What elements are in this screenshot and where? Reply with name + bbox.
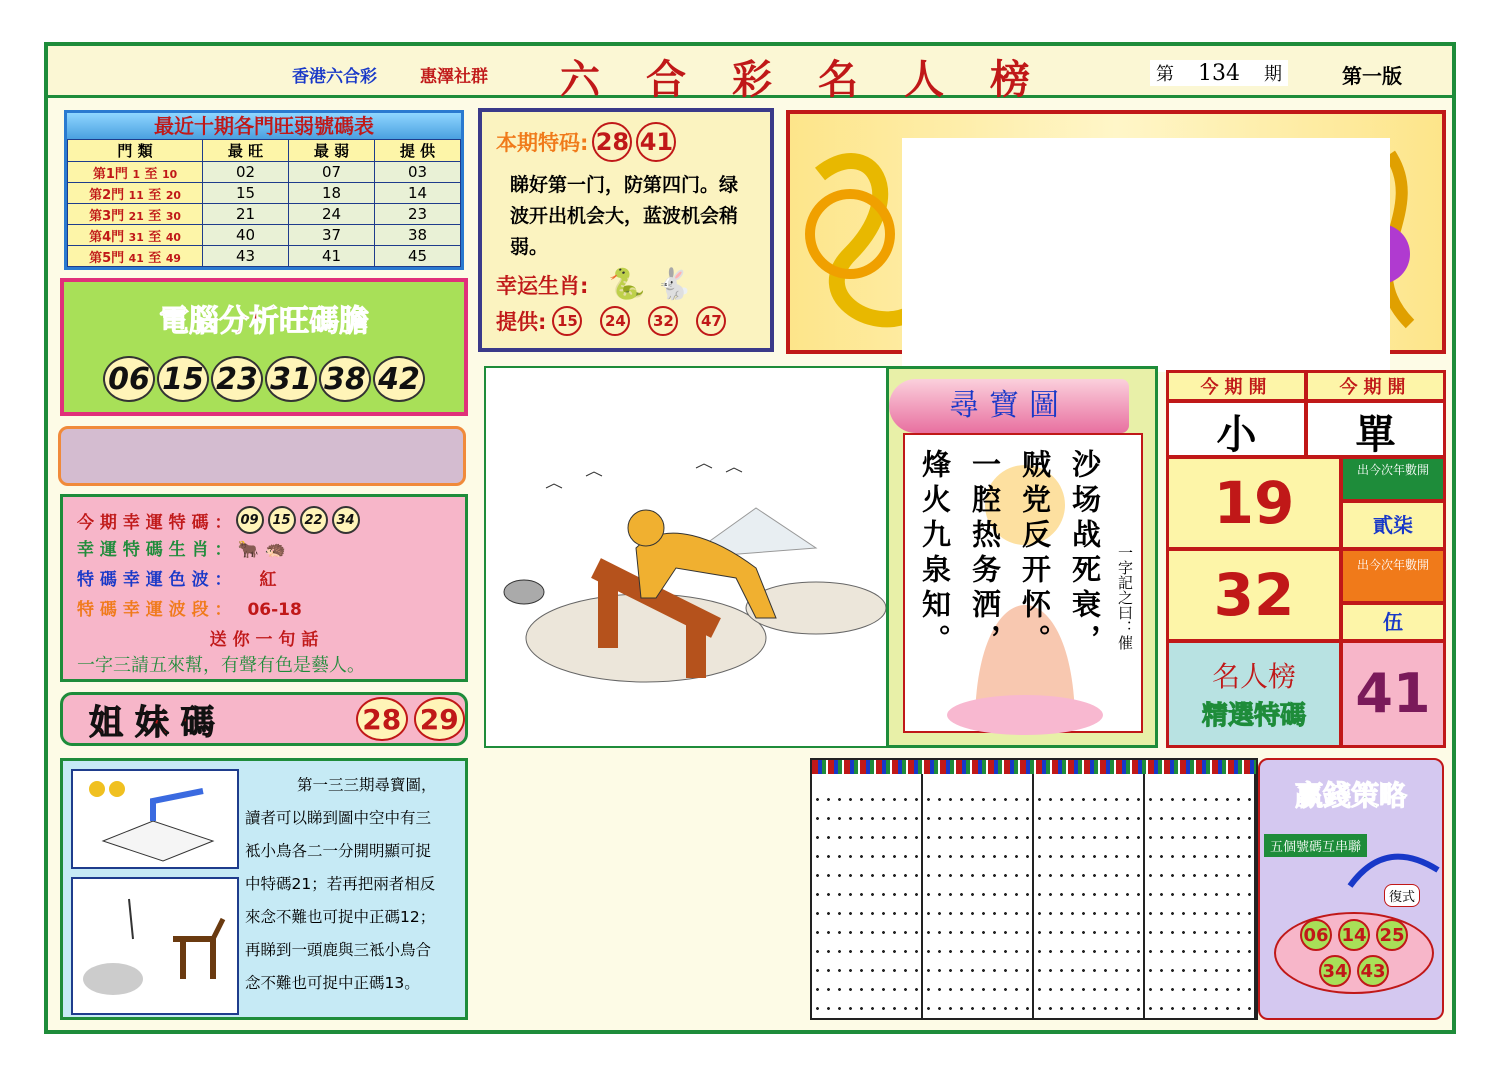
poem-col: 烽火九泉知。: [918, 449, 952, 659]
count-tag: 出今次年數開: [1343, 551, 1443, 601]
sister-panel: [60, 692, 468, 746]
lucky-range: 06-18: [247, 600, 302, 620]
result-head-2: 今期開: [1308, 373, 1443, 399]
table-title: 最近十期各門旺弱號碼表: [67, 113, 461, 139]
lucky-label-3: 特 碼 幸 運 色 波 ：: [77, 570, 232, 590]
saying: 一字三請五來幫，有聲有色是藝人。: [77, 655, 365, 676]
special-label: 本期特码:: [496, 131, 589, 155]
offer-number: 47: [696, 306, 726, 336]
hot-number: 42: [373, 356, 425, 402]
gift-label: 送 你 一 句 話: [209, 630, 319, 650]
poem-col: 沙场战死衰，: [1068, 449, 1102, 659]
lucky-label-2: 幸 運 特 碼 生 肖 ：: [77, 540, 232, 560]
header-bar: [48, 46, 1452, 103]
hot-number: 06: [103, 356, 155, 402]
special-number: 28: [592, 122, 632, 162]
poem-col: 一腔热务洒，: [968, 449, 1002, 659]
hot-number: 31: [265, 356, 317, 402]
result-head-1: 今期開: [1169, 373, 1304, 399]
sister-title: 姐 妹 碼: [89, 702, 215, 743]
computer-panel: [60, 278, 468, 416]
result-panel: [1166, 370, 1446, 748]
blank-overlay: [902, 138, 1390, 372]
issue-box: [1150, 60, 1288, 86]
treasure-panel: [886, 366, 1158, 748]
fame-number: 41: [1343, 643, 1443, 745]
lucky-number: 09: [236, 506, 264, 534]
strategy-panel: [1258, 758, 1444, 1020]
strategy-subtitle: 五個號碼互串聯: [1264, 834, 1367, 857]
table-row: 第4門 31 至 40 40 37 38: [68, 225, 461, 246]
fame-title: 名人榜: [1211, 660, 1296, 693]
issue-prefix: 第: [1156, 64, 1174, 85]
fame-box: [1169, 643, 1339, 745]
count-value-2: 伍: [1343, 605, 1443, 639]
treasure-title: 尋寶圖: [889, 379, 1129, 433]
strategy-numbers: [1274, 912, 1434, 994]
strategy-title: 贏錢策略: [1294, 779, 1407, 812]
book-picture: [71, 769, 239, 869]
dot-column: [812, 774, 923, 1018]
result-number-1: 19: [1169, 459, 1339, 547]
deer-picture: [71, 877, 239, 1015]
strategy-number: 43: [1357, 955, 1389, 987]
page-title: 六合彩名人榜: [560, 56, 1076, 103]
table-row: 第1門 1 至 10 02 07 03: [68, 162, 461, 183]
dot-column: [923, 774, 1034, 1018]
lucky-label-1: 今 期 幸 運 特 碼 ：: [77, 512, 232, 533]
col-least: 最 弱: [289, 140, 375, 162]
animal-icon: 🐂 🦔: [237, 540, 286, 560]
special-text: 睇好第一门，防第四门。绿波开出机会大，蓝波机会稍弱。: [510, 174, 739, 258]
hot-number: 38: [319, 356, 371, 402]
blank-banner: [58, 426, 466, 486]
treasure-map: [903, 433, 1143, 733]
dragon-banner: [786, 110, 1446, 354]
count-value-1: 貳柒: [1343, 503, 1443, 547]
result-number-2: 32: [1169, 551, 1339, 639]
computer-title: 電腦分析旺碼膽: [159, 304, 369, 339]
poem-col: 贼党反开怀。: [1018, 449, 1052, 659]
story-text: 第一三三期尋寶圖， 讀者可以睇到圖中空中有三 袛小鳥各二一分開明顯可捉 中特碼21；若再把兩者相反 來念不難也可捉中正碼12； 再睇到一頭鹿與三袛小鳥合 念不難也可捉中正碼13。: [245, 776, 437, 992]
col-offer: 提 供: [375, 140, 461, 162]
fame-subtitle: 精選特碼: [1201, 701, 1306, 731]
offer-label: 提供:: [496, 310, 547, 334]
door-table: [67, 139, 461, 267]
col-door: 門 類: [68, 140, 203, 162]
hot-number: 23: [211, 356, 263, 402]
org-name-1: 香港六合彩: [292, 67, 377, 87]
lucky-color: 紅: [259, 570, 277, 590]
snake-rabbit-icon: 🐍 🐇: [608, 267, 693, 302]
count-tag: 出今次年數開: [1343, 459, 1443, 499]
lucky-number: 15: [268, 506, 296, 534]
hot-number: 15: [157, 356, 209, 402]
issue-number: 134: [1198, 60, 1240, 86]
table-row: 第3門 21 至 30 21 24 23: [68, 204, 461, 225]
strategy-number: 14: [1338, 919, 1370, 951]
special-panel: [478, 108, 774, 352]
org-name-2: 惠澤社群: [420, 67, 488, 87]
tiger-scene: [484, 366, 888, 748]
issue-suffix: 期: [1264, 64, 1282, 85]
table-row: 第5門 41 至 49 43 41 45: [68, 246, 461, 267]
tiger-illustration: [486, 368, 886, 746]
dot-column: [1034, 774, 1145, 1018]
strategy-number: 06: [1300, 919, 1332, 951]
sister-number: 28: [356, 697, 407, 741]
edition-label: 第一版: [1342, 64, 1402, 88]
offer-number: 32: [648, 306, 678, 336]
result-parity: 單: [1308, 403, 1443, 455]
story-panel: [60, 758, 468, 1020]
lucky-number: 34: [332, 506, 360, 534]
lucky-label-4: 特 碼 幸 運 波 段 ：: [77, 600, 232, 620]
special-number: 41: [636, 122, 676, 162]
lucky-panel: [60, 494, 468, 682]
strategy-number: 34: [1319, 955, 1351, 987]
sister-number: 29: [414, 697, 465, 741]
dot-column: [1145, 774, 1256, 1018]
duplex-badge: 復式: [1384, 884, 1420, 907]
lucky-number: 22: [300, 506, 328, 534]
side-note: 一字記之曰：催: [1116, 545, 1134, 650]
offer-number: 15: [552, 306, 582, 336]
table-row: 第2門 11 至 20 15 18 14: [68, 183, 461, 204]
door-table-panel: [64, 110, 464, 270]
dot-chart: [810, 758, 1258, 1020]
col-most: 最 旺: [203, 140, 289, 162]
strategy-number: 25: [1376, 919, 1408, 951]
lucky-animal-label: 幸运生肖:: [496, 273, 589, 298]
result-size: 小: [1169, 403, 1304, 455]
offer-number: 24: [600, 306, 630, 336]
